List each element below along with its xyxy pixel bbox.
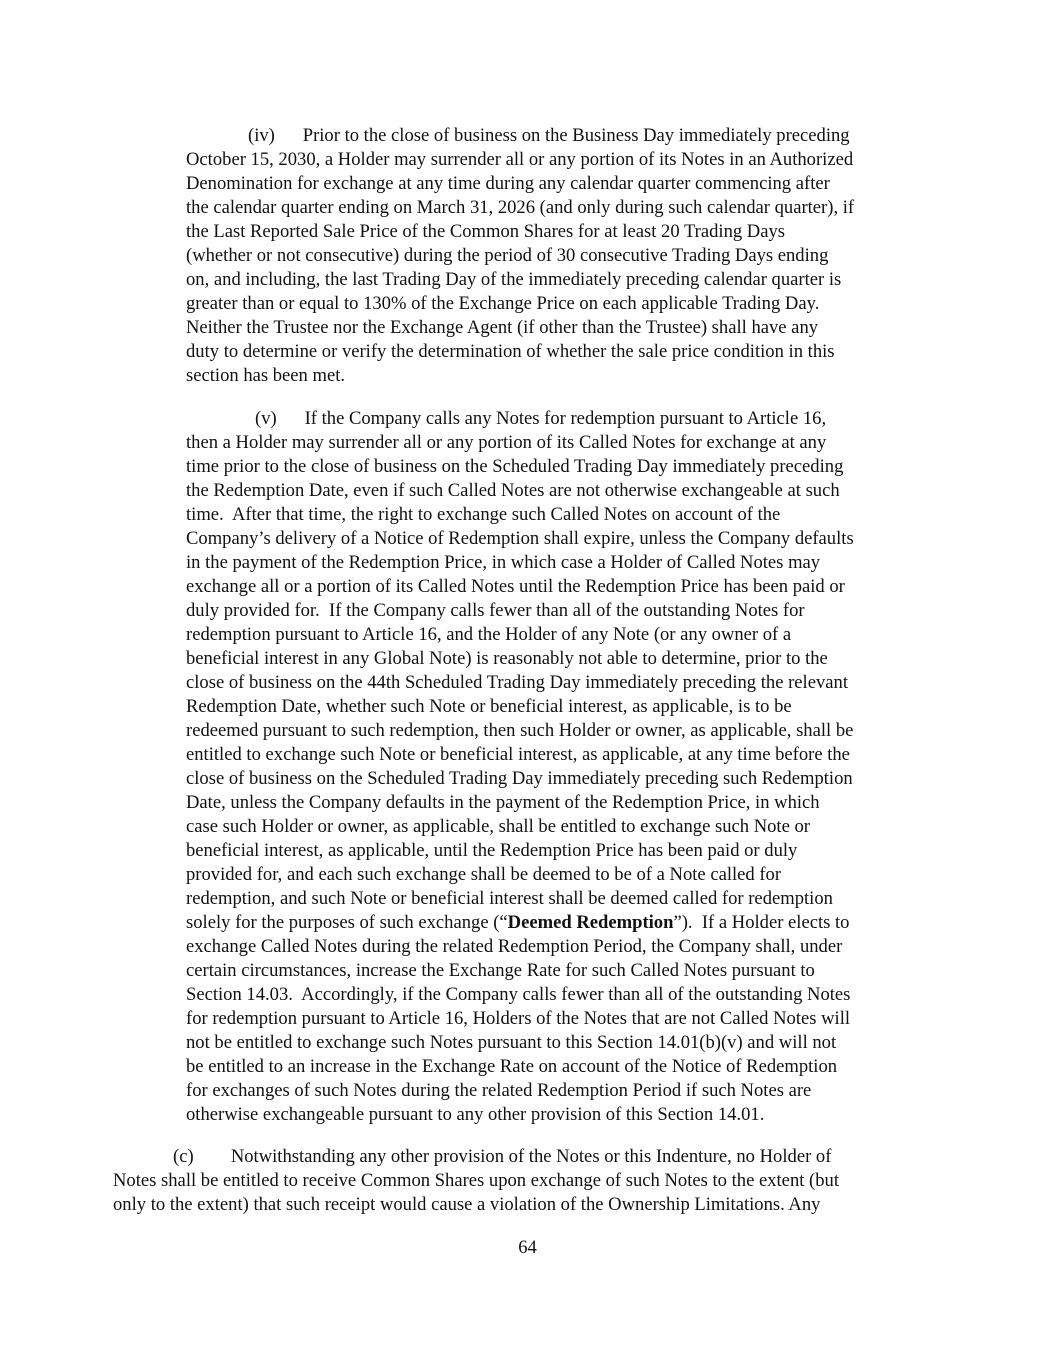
text-line: provided for, and each such exchange shall be deemed to be of a Note called for (186, 864, 782, 885)
text-line: Neither the Trustee nor the Exchange Agent (if other than the Trustee) shall have any (186, 317, 819, 338)
text-line: for exchanges of such Notes during the related Redemption Period if such Notes are (186, 1080, 812, 1101)
text-line: (v) If the Company calls any Notes for redemption pursuant to Article 16, (255, 408, 827, 429)
page-number: 64 (518, 1237, 537, 1258)
text-line: section has been met. (186, 365, 346, 386)
text-line: be entitled to an increase in the Exchange Rate on account of the Notice of Redemption (186, 1056, 838, 1077)
text-line: entitled to exchange such Note or beneficial interest, as applicable, at any time before the (186, 744, 850, 765)
defined-term-deemed-redemption: Deemed Redemption (507, 912, 674, 933)
text-line: duty to determine or verify the determination of whether the sale price condition in this (186, 341, 835, 362)
text-line: beneficial interest in any Global Note) is reasonably not able to determine, prior to the (186, 648, 828, 669)
text-line: Denomination for exchange at any time during any calendar quarter commencing after (186, 173, 830, 194)
text-line: Redemption Date, whether such Note or beneficial interest, as applicable, is to be (186, 696, 792, 717)
text-line: close of business on the 44th Scheduled Trading Day immediately preceding the relevant (186, 672, 848, 693)
text-line: in the payment of the Redemption Price, in which case a Holder of Called Notes may (186, 552, 821, 573)
text-line: duly provided for. If the Company calls fewer than all of the outstanding Notes for (186, 600, 805, 621)
text-line: redeemed pursuant to such redemption, then such Holder or owner, as applicable, shall be (186, 720, 854, 741)
text-line: Company’s delivery of a Notice of Redemption shall expire, unless the Company defaults (186, 528, 854, 549)
text-line: exchange all or a portion of its Called Notes until the Redemption Price has been paid or (186, 576, 845, 597)
text-segment: ”). If a Holder elects to (673, 912, 850, 933)
text-line: the calendar quarter ending on March 31, 2026 (and only during such calendar quarter), if (186, 197, 855, 218)
text-line: time prior to the close of business on the Scheduled Trading Day immediately preceding (186, 456, 844, 477)
text-line: close of business on the Scheduled Trading Day immediately preceding such Redemption (186, 768, 853, 789)
text-line: otherwise exchangeable pursuant to any other provision of this Section 14.01. (186, 1104, 765, 1125)
text-line: exchange Called Notes during the related Redemption Period, the Company shall, under (186, 936, 843, 957)
text-line: then a Holder may surrender all or any portion of its Called Notes for exchange at any (186, 432, 827, 453)
text-line: October 15, 2030, a Holder may surrender all or any portion of its Notes in an Authorized (186, 149, 854, 170)
text-line: redemption, and such Note or beneficial interest shall be deemed called for redemption (186, 888, 833, 909)
text-line: the Redemption Date, even if such Called Notes are not otherwise exchangeable at such (186, 480, 840, 501)
text-line: redemption pursuant to Article 16, and the Holder of any Note (or any owner of a (186, 624, 792, 645)
text-line: (c) Notwithstanding any other provision of the Notes or this Indenture, no Holder of (173, 1146, 832, 1167)
text-line: Notes shall be entitled to receive Common Shares upon exchange of such Notes to the extent (but (113, 1170, 840, 1191)
text-line: the Last Reported Sale Price of the Common Shares for at least 20 Trading Days (186, 221, 786, 242)
text-line: (whether or not consecutive) during the period of 30 consecutive Trading Days ending (186, 245, 829, 266)
text-segment: solely for the purposes of such exchange (“ (186, 912, 508, 933)
text-line: beneficial interest, as applicable, until the Redemption Price has been paid or duly (186, 840, 798, 861)
text-line: for redemption pursuant to Article 16, Holders of the Notes that are not Called Notes will (186, 1008, 851, 1029)
text-line: on, and including, the last Trading Day of the immediately preceding calendar quarter is (186, 269, 842, 290)
text-line: (iv) Prior to the close of business on the Business Day immediately preceding (248, 125, 850, 146)
text-line: certain circumstances, increase the Exchange Rate for such Called Notes pursuant to (186, 960, 815, 981)
text-line: case such Holder or owner, as applicable, shall be entitled to exchange such Note or (186, 816, 810, 837)
text-line: time. After that time, the right to exchange such Called Notes on account of the (186, 504, 781, 525)
text-line: greater than or equal to 130% of the Exchange Price on each applicable Trading Day. (186, 293, 820, 314)
text-line: Date, unless the Company defaults in the payment of the Redemption Price, in which (186, 792, 820, 813)
text-line: not be entitled to exchange such Notes pursuant to this Section 14.01(b)(v) and will not (186, 1032, 837, 1053)
text-line (186, 911, 849, 935)
text-line: only to the extent) that such receipt would cause a violation of the Ownership Limitations. Any (113, 1194, 821, 1215)
text-line: Section 14.03. Accordingly, if the Company calls fewer than all of the outstanding Notes (186, 984, 851, 1005)
